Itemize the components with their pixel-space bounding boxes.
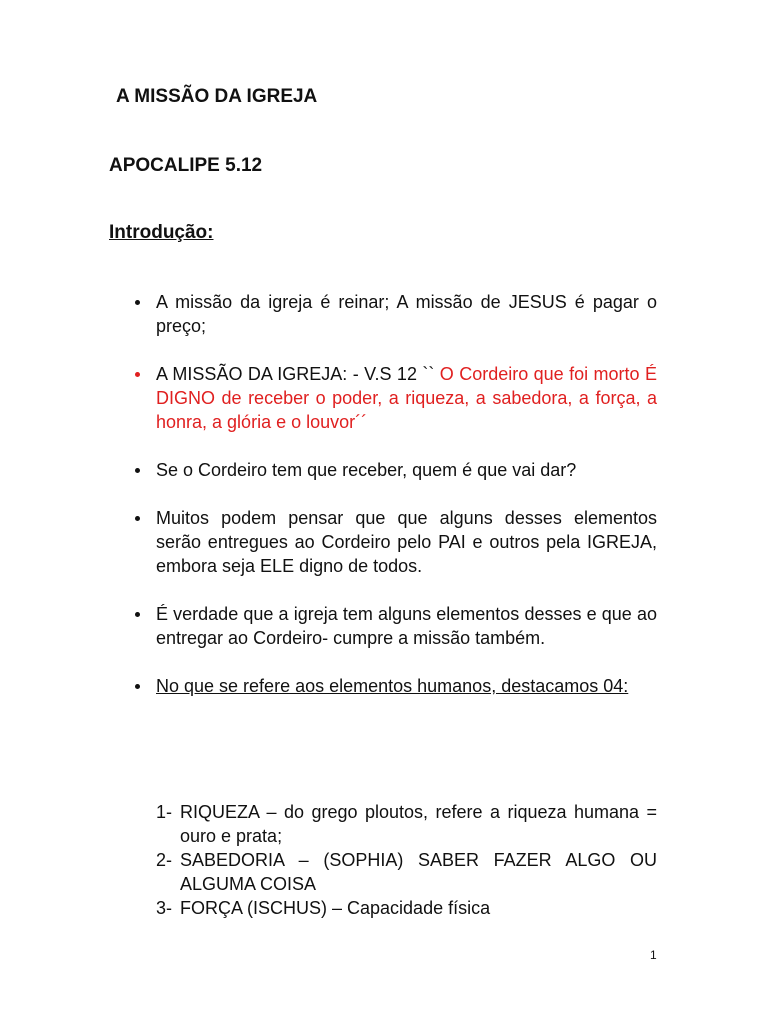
verse-quote: O Cordeiro que foi morto É DIGNO de receber o poder, a riqueza, a sabedora, a força, a honra, a glória e o louvor´´ xyxy=(156,364,657,432)
bullet-item xyxy=(156,602,657,650)
bullet-text: A missão da igreja é reinar; A missão de JESUS é pagar o preço; xyxy=(156,292,657,336)
numbered-item xyxy=(156,848,657,896)
bullet-item xyxy=(156,290,657,338)
bullet-list xyxy=(156,290,657,722)
bullet-text: Muitos podem pensar que que alguns desses elementos serão entregues ao Cordeiro pelo PAI e outros pela IGREJA, embora seja ELE digno de todos. xyxy=(156,508,657,576)
scripture-reference: APOCALIPE 5.12 xyxy=(109,155,263,176)
item-number: 2- xyxy=(156,850,173,870)
bullet-item-verse xyxy=(156,362,657,434)
bullet-item xyxy=(156,674,657,698)
item-number: 1- xyxy=(156,802,173,822)
item-number: 3- xyxy=(156,898,173,918)
bullet-item xyxy=(156,458,657,482)
bullet-prefix: A MISSÃO DA IGREJA: - V.S 12 `` xyxy=(156,364,440,384)
bullet-text: É verdade que a igreja tem alguns elementos desses e que ao entregar ao Cordeiro- cumpre a missão também. xyxy=(156,604,657,648)
bullet-item xyxy=(156,506,657,578)
page-number: 1 xyxy=(650,948,657,962)
document-title: A MISSÃO DA IGREJA xyxy=(116,86,318,107)
numbered-item xyxy=(156,896,657,920)
bullet-text-underlined: No que se refere aos elementos humanos, destacamos 04: xyxy=(156,676,629,696)
item-text: RIQUEZA – do grego ploutos, refere a riqueza humana = ouro e prata; xyxy=(180,802,657,846)
numbered-item xyxy=(156,800,657,848)
numbered-list xyxy=(156,800,657,920)
intro-heading: Introdução: xyxy=(109,222,214,243)
item-text: FORÇA (ISCHUS) – Capacidade física xyxy=(180,898,491,918)
item-text: SABEDORIA – (SOPHIA) SABER FAZER ALGO OU ALGUMA COISA xyxy=(180,850,657,894)
bullet-text: Se o Cordeiro tem que receber, quem é que vai dar? xyxy=(156,460,577,480)
